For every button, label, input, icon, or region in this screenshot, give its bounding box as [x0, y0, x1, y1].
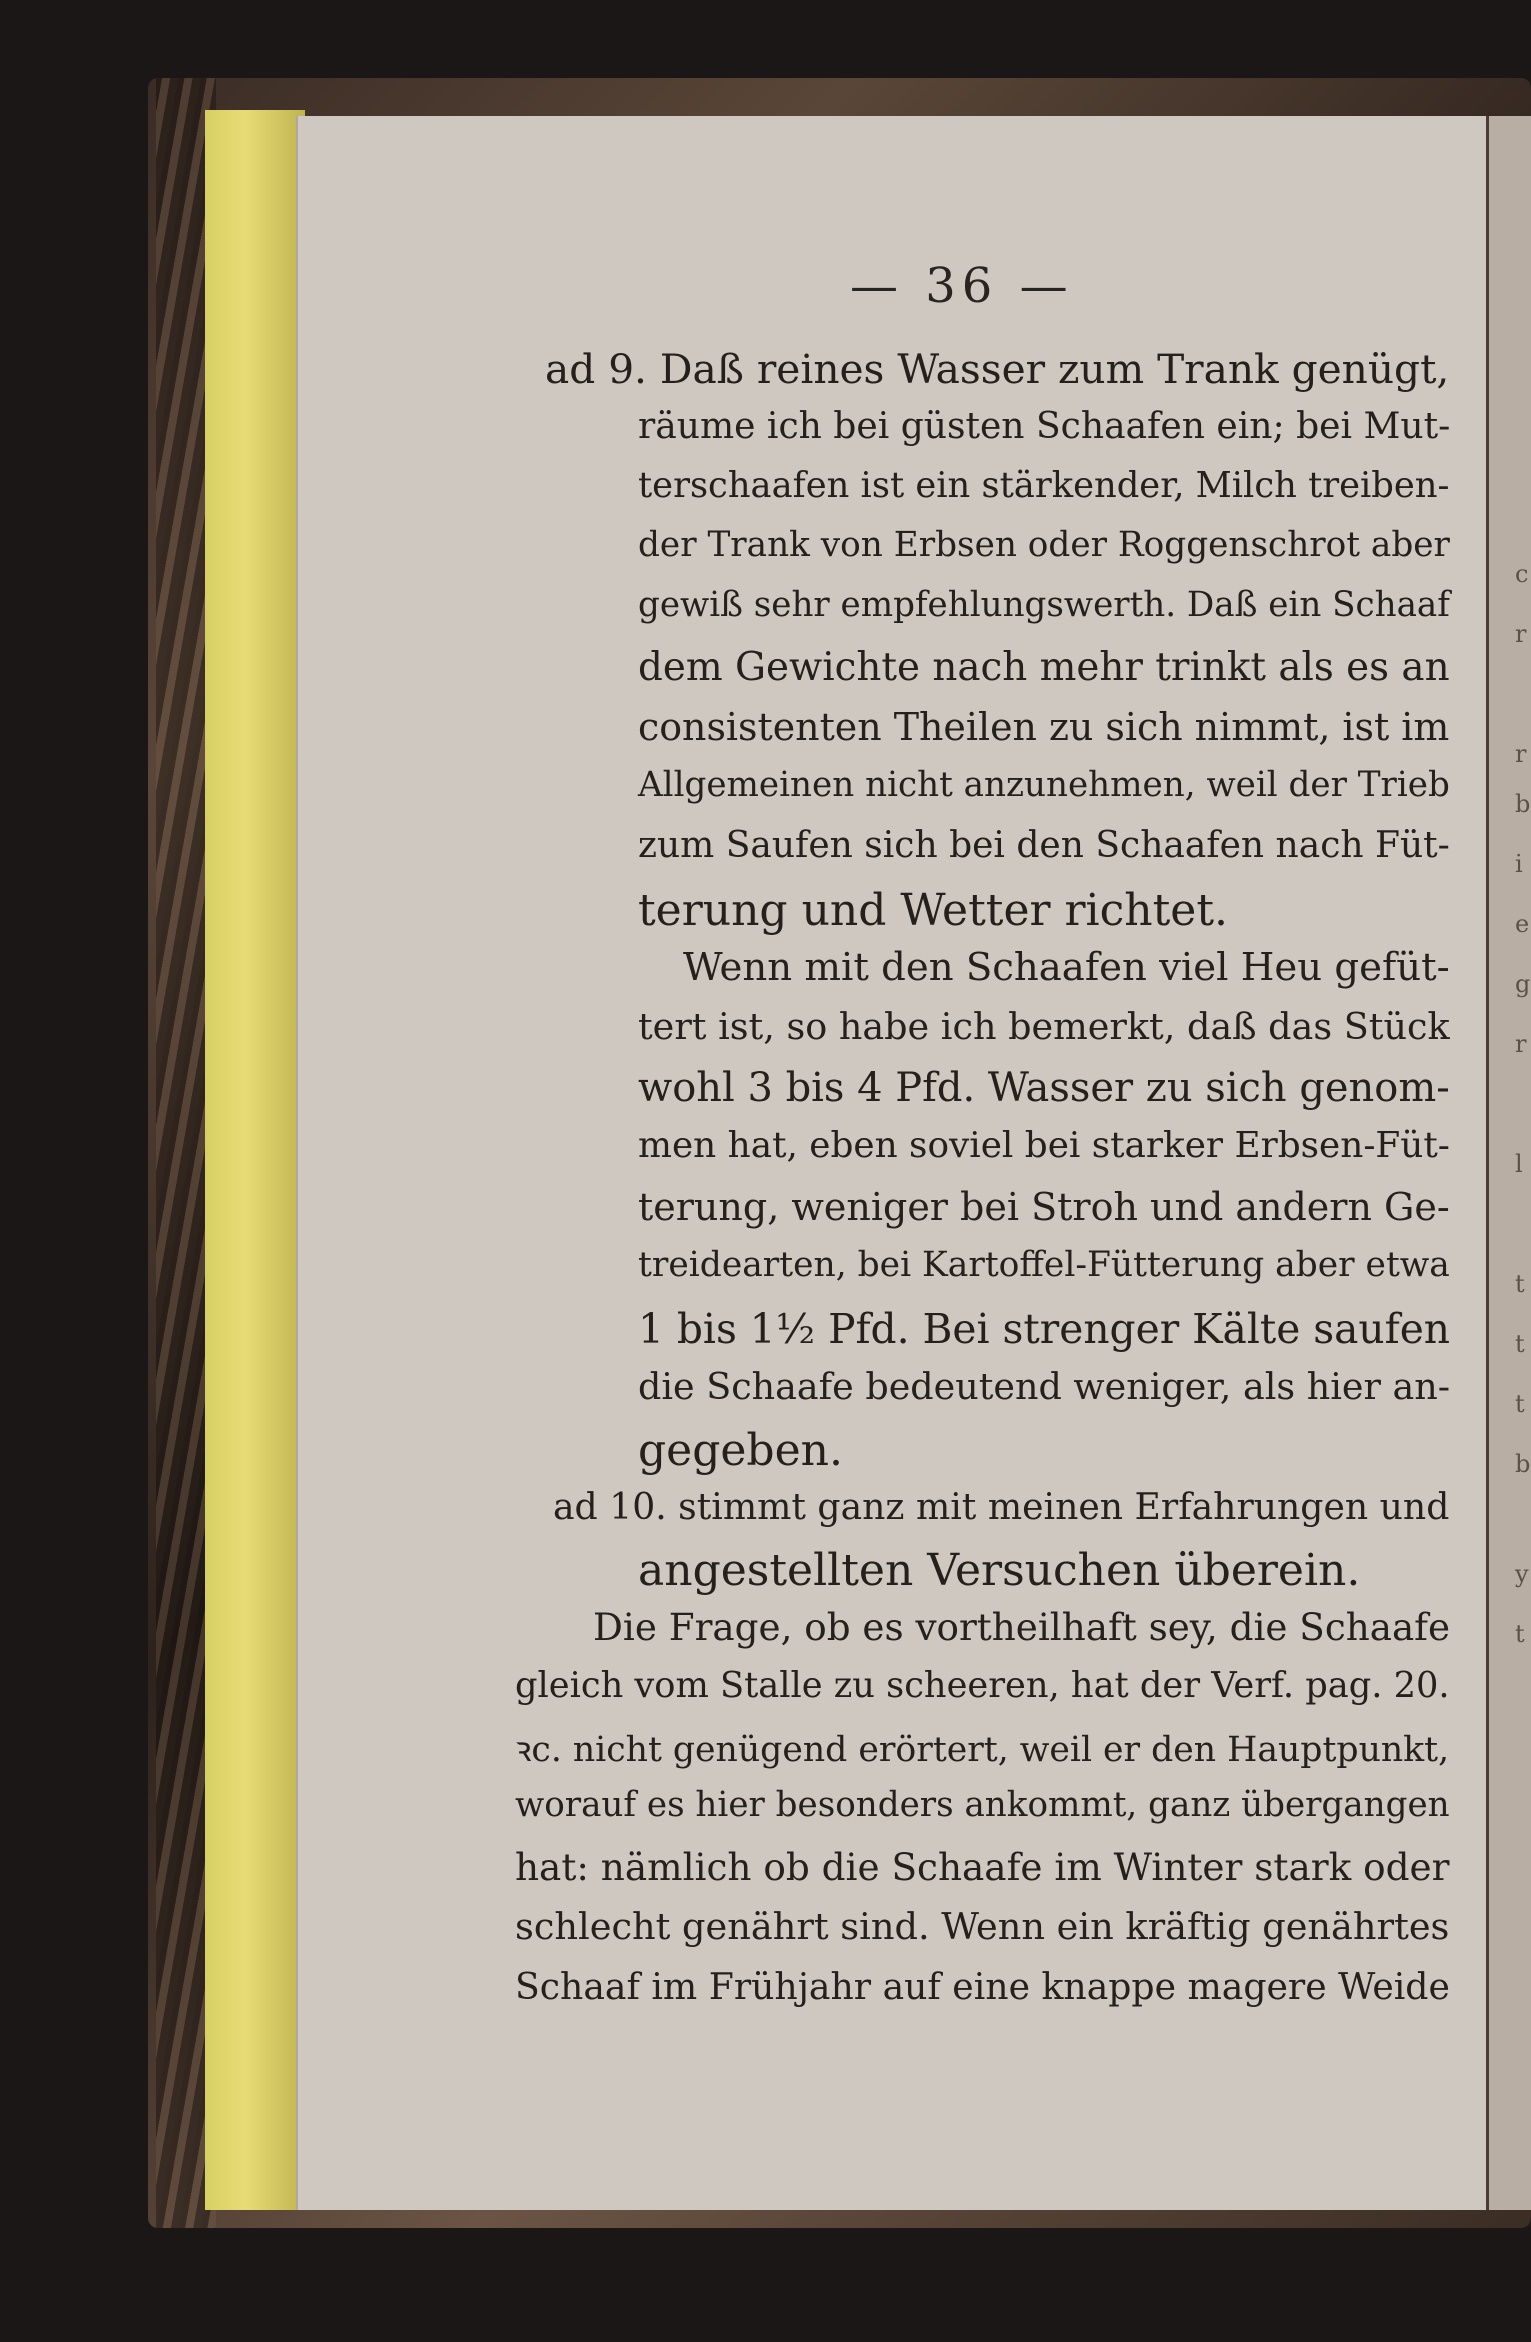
text-line: Wenn mit den Schaafen viel Heu gefüt- — [683, 945, 1450, 990]
adjacent-page-mark: r — [1515, 620, 1527, 648]
text-line: terung und Wetter richtet. — [638, 885, 1228, 936]
text-line: gegeben. — [638, 1425, 843, 1476]
text-line: zum Saufen sich bei den Schaafen nach Füt- — [638, 825, 1450, 866]
text-line: consistenten Theilen zu sich nimmt, ist im — [638, 705, 1450, 749]
text-line: ꝛc. nicht genügend erörtert, weil er den Hauptpunkt, — [515, 1730, 1450, 1770]
adjacent-page-mark: t — [1515, 1620, 1525, 1648]
adjacent-page-mark: t — [1515, 1330, 1525, 1358]
text-line: terschaafen ist ein stärkender, Milch treiben- — [638, 465, 1450, 506]
adjacent-page-mark: l — [1515, 1150, 1523, 1178]
text-line: schlecht genährt sind. Wenn ein kräftig genährtes — [515, 1905, 1450, 1948]
text-line: wohl 3 bis 4 Pfd. Wasser zu sich genom- — [638, 1065, 1450, 1111]
adjacent-page — [1486, 116, 1531, 2210]
text-line: 1 bis 1½ Pfd. Bei strenger Kälte saufen — [638, 1305, 1451, 1353]
adjacent-page-mark: t — [1515, 1390, 1525, 1418]
adjacent-page-mark: t — [1515, 1270, 1525, 1298]
text-line: Allgemeinen nicht anzunehmen, weil der Trieb — [638, 765, 1450, 805]
adjacent-page-mark: r — [1515, 1030, 1527, 1058]
text-line: räume ich bei güsten Schaafen ein; bei Mut- — [638, 405, 1451, 447]
text-line: men hat, eben soviel bei starker Erbsen-Füt- — [638, 1125, 1450, 1166]
adjacent-page-mark: g — [1515, 970, 1531, 998]
text-line: ad 9. Daß reines Wasser zum Trank genügt, — [545, 345, 1450, 393]
text-line: gleich vom Stalle zu scheeren, hat der Verf. pag. 20. — [515, 1665, 1450, 1706]
page-edges — [205, 110, 305, 2210]
text-line: terung, weniger bei Stroh und andern Ge- — [638, 1185, 1450, 1229]
text-line: Schaaf im Frühjahr auf eine knappe magere Weide — [515, 1965, 1450, 2008]
text-line: dem Gewichte nach mehr trinkt als es an — [638, 645, 1450, 690]
adjacent-page-mark: b — [1515, 1450, 1531, 1478]
adjacent-page-mark: r — [1515, 740, 1527, 768]
adjacent-page-mark: b — [1515, 790, 1531, 818]
text-line: der Trank von Erbsen oder Roggenschrot aber — [638, 525, 1450, 565]
text-line: ad 10. stimmt ganz mit meinen Erfahrungen und — [553, 1485, 1450, 1528]
adjacent-page-mark: e — [1515, 910, 1530, 938]
text-line: angestellten Versuchen überein. — [638, 1545, 1361, 1596]
text-line: treidearten, bei Kartoffel-Fütterung aber etwa — [638, 1245, 1450, 1285]
text-line: hat: nämlich ob die Schaafe im Winter stark oder — [515, 1845, 1450, 1889]
adjacent-page-mark: y — [1515, 1560, 1529, 1588]
text-line: gewiß sehr empfehlungswerth. Daß ein Schaaf — [638, 585, 1450, 625]
text-line: tert ist, so habe ich bemerkt, daß das Stück — [638, 1005, 1450, 1048]
text-line: die Schaafe bedeutend weniger, als hier an- — [638, 1365, 1451, 1408]
text-line: worauf es hier besonders ankommt, ganz übergangen — [515, 1785, 1450, 1825]
page-number: — 36 — — [850, 258, 1074, 314]
adjacent-page-mark: c — [1515, 560, 1529, 588]
adjacent-page-mark: i — [1515, 850, 1523, 878]
text-line: Die Frage, ob es vortheilhaft sey, die Schaafe — [593, 1605, 1451, 1649]
